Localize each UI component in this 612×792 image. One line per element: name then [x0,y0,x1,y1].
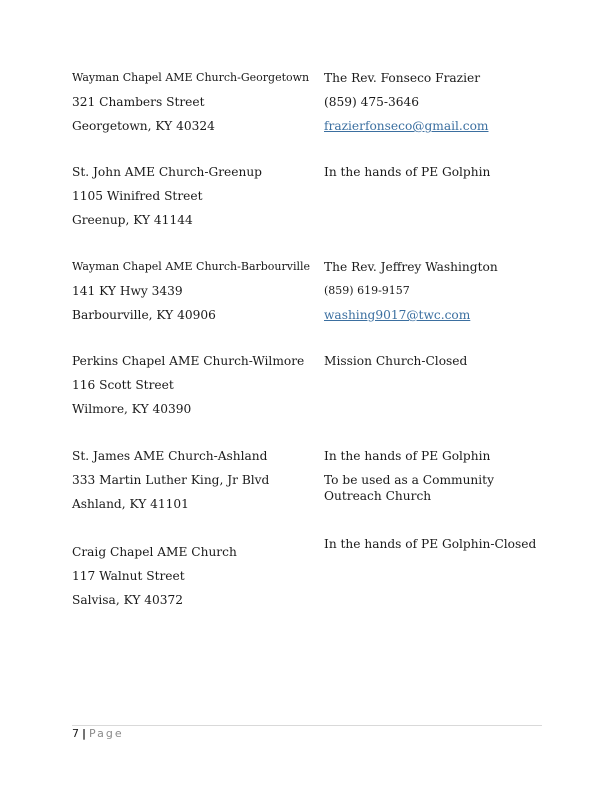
church-name: Perkins Chapel AME Church-Wilmore [72,354,305,368]
church-entry [72,259,312,331]
church-name: St. John AME Church-Greenup [72,165,262,179]
church-name: Wayman Chapel AME Church-Georgetown [72,71,310,84]
church-city: Ashland, KY 41101 [72,497,189,511]
footer-separator: | [82,727,87,740]
church-name: St. James AME Church-Ashland [72,449,268,463]
church-details [324,353,554,377]
church-entry [72,353,312,425]
church-name: Craig Chapel AME Church [72,545,237,559]
church-entry [72,448,312,520]
pastor-name: The Rev. Jeffrey Washington [324,260,498,274]
page-number: 7 [72,727,79,740]
church-entry [72,164,312,236]
church-name: Wayman Chapel AME Church-Barbourville [72,260,311,273]
pastor-name: The Rev. Fonseco Frazier [324,71,481,85]
church-city: Greenup, KY 41144 [72,213,193,227]
church-status: In the hands of PE Golphin [324,165,491,179]
pastor-email-link[interactable]: washing9017@twc.com [324,308,471,322]
church-details [324,70,554,142]
page-label: Page [89,727,124,740]
pastor-phone: (859) 619-9157 [324,284,410,297]
pastor-phone: (859) 475-3646 [324,95,420,109]
church-details [324,536,554,560]
church-status: In the hands of PE Golphin [324,449,491,463]
church-entry [72,70,312,142]
footer-divider [72,725,542,726]
church-status: Mission Church-Closed [324,354,468,368]
church-street: 117 Walnut Street [72,569,185,583]
church-street: 321 Chambers Street [72,95,205,109]
church-details [324,259,554,331]
church-details [324,164,554,188]
church-details [324,448,554,512]
church-street: 116 Scott Street [72,378,174,392]
church-city: Salvisa, KY 40372 [72,593,184,607]
church-entry [72,544,312,616]
church-city: Georgetown, KY 40324 [72,119,215,133]
church-city: Wilmore, KY 40390 [72,402,192,416]
church-street: 1105 Winifred Street [72,189,203,203]
pastor-email-link[interactable]: frazierfonseco@gmail.com [324,119,489,133]
page-footer [72,727,124,740]
church-street: 141 KY Hwy 3439 [72,284,183,298]
church-street: 333 Martin Luther King, Jr Blvd [72,473,270,487]
church-status: In the hands of PE Golphin-Closed [324,537,537,551]
church-note: To be used as a Community Outreach Church [324,473,494,503]
church-city: Barbourville, KY 40906 [72,308,216,322]
